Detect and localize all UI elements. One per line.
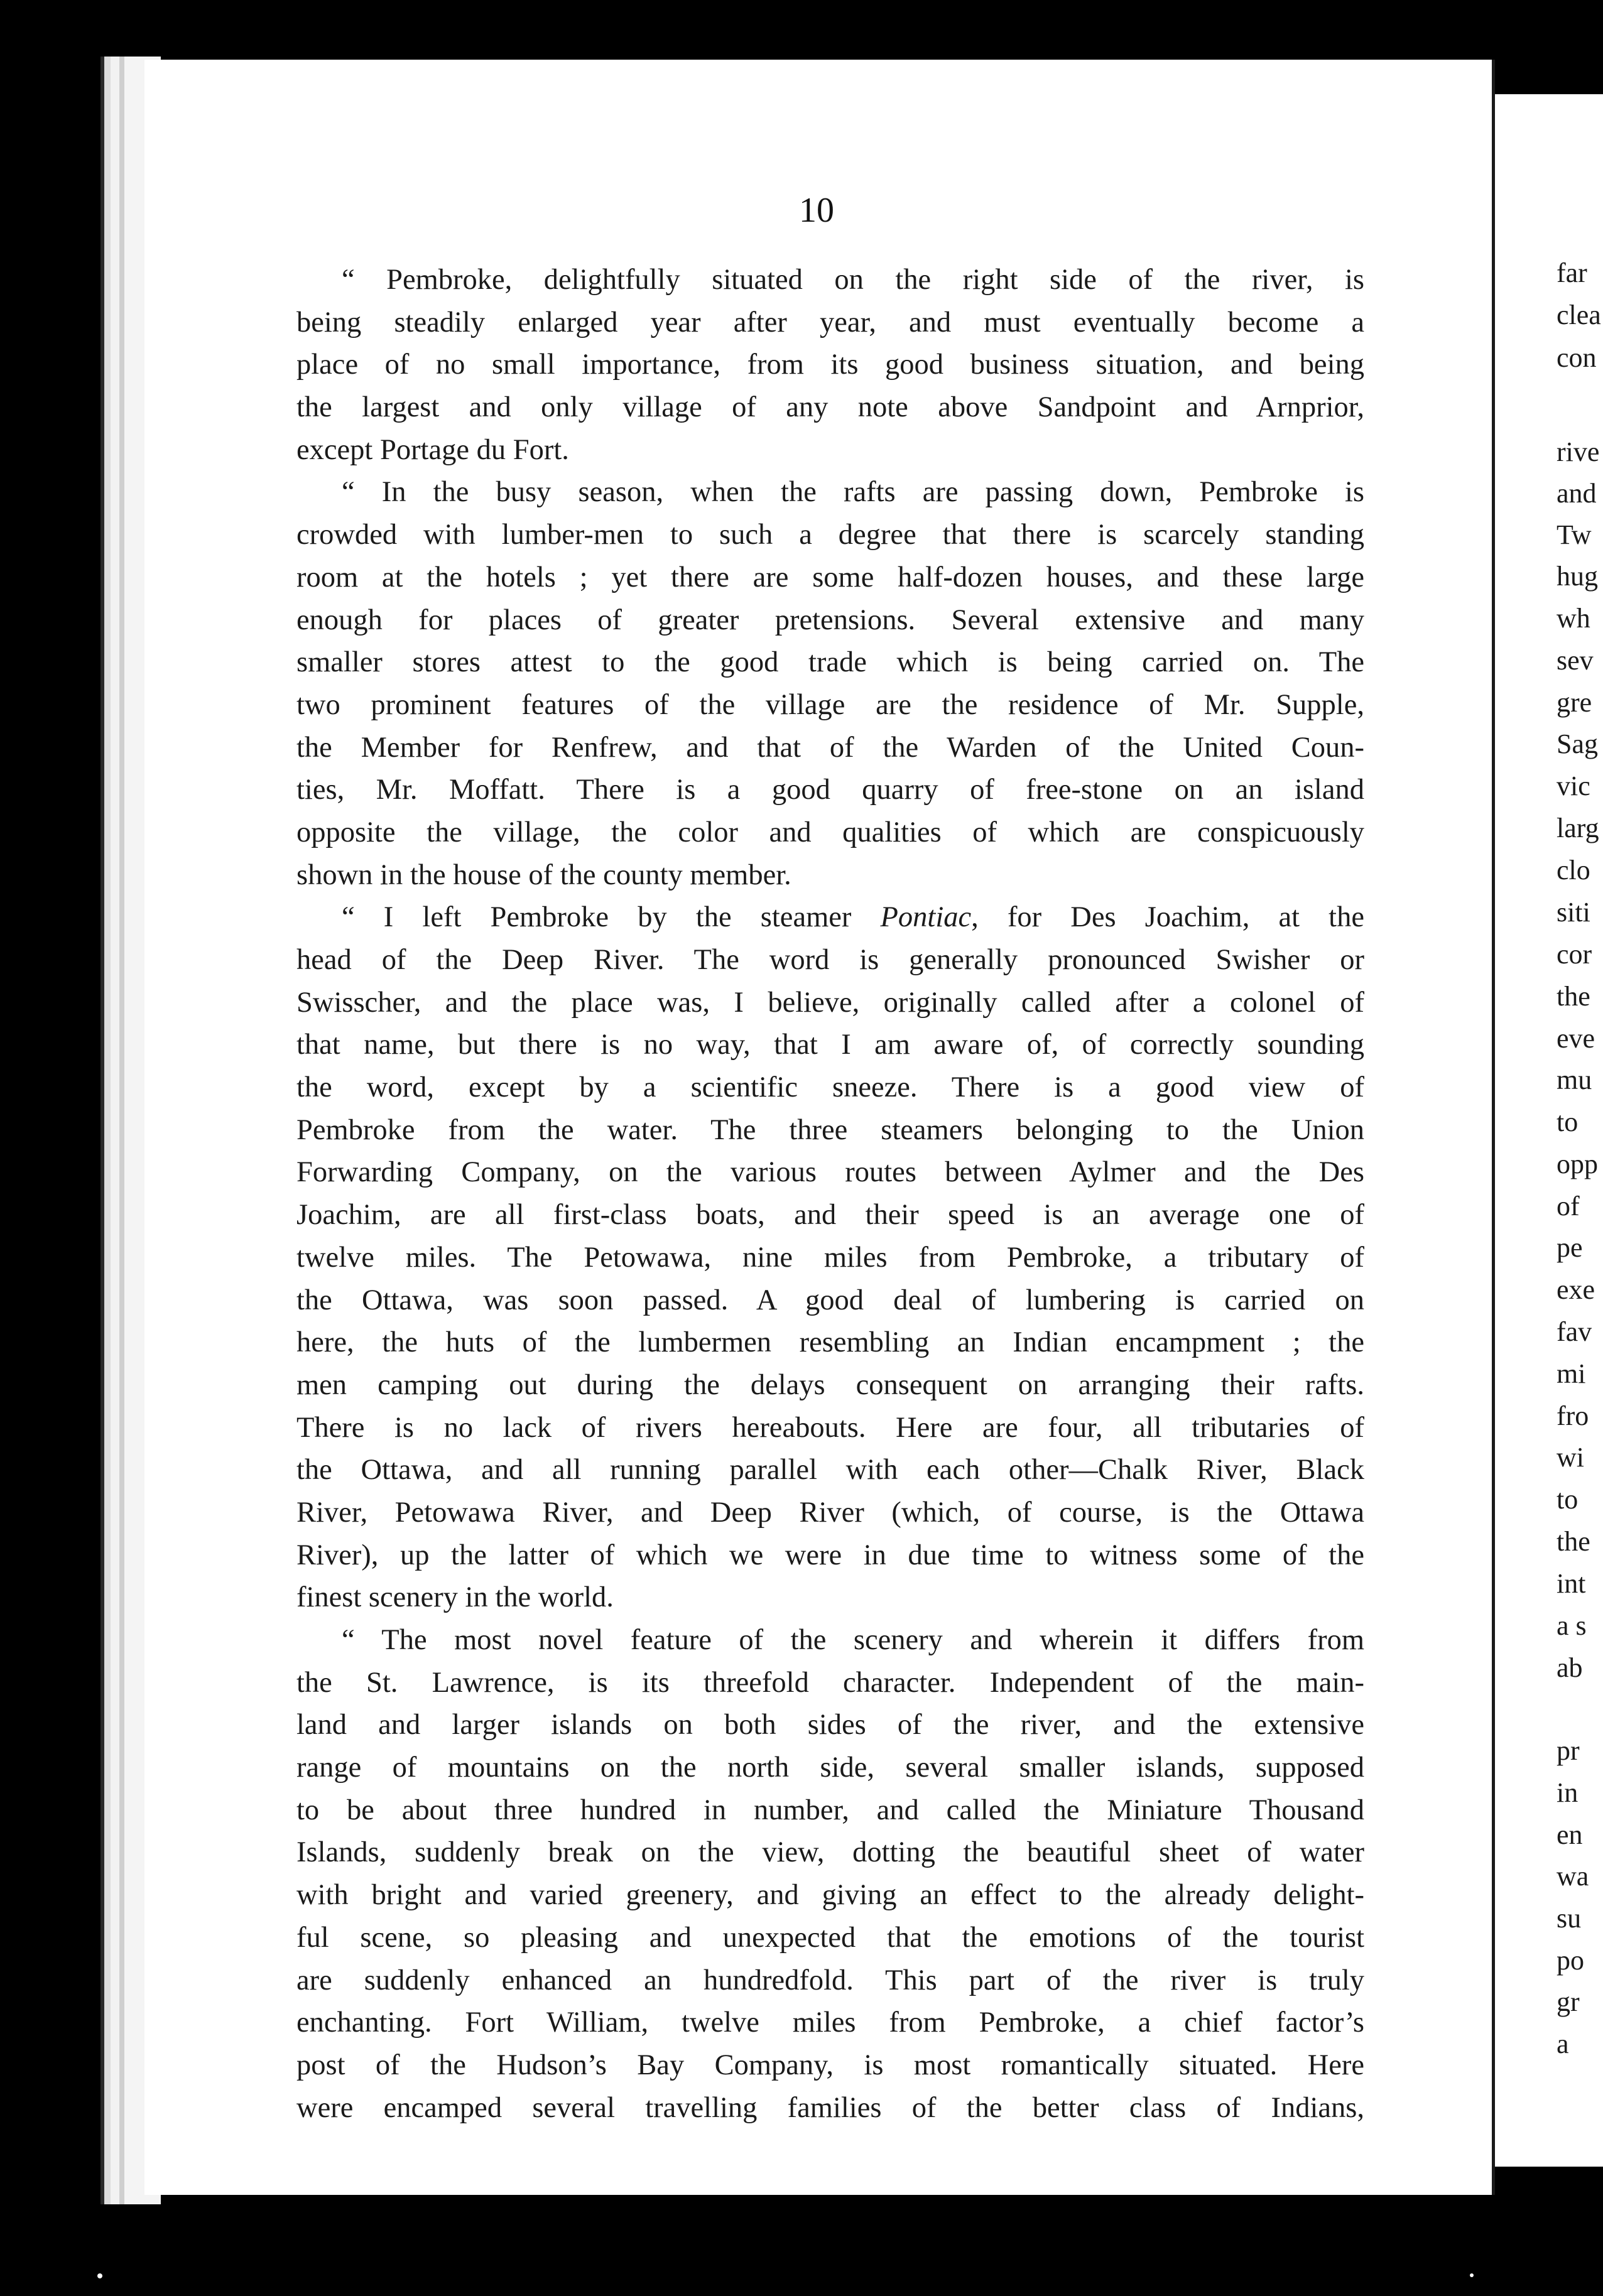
margin-fragment: sev — [1557, 645, 1594, 676]
text-line: are suddenly enhanced an hundredfold. This part of the river is truly — [296, 1964, 1364, 1996]
scan-speck — [97, 2273, 102, 2278]
text-line: finest scenery in the world. — [296, 1581, 614, 1614]
text-line: River, Petowawa River, and Deep River (which, of course, is the Ottawa — [296, 1496, 1364, 1529]
margin-fragment: po — [1557, 1945, 1584, 1976]
text-line: the St. Lawrence, is its threefold character. Independent of the main- — [296, 1666, 1364, 1699]
text-line: “ I left Pembroke by the steamer Pontiac, for Des Joachim, at the — [342, 901, 1364, 934]
margin-fragment: siti — [1557, 897, 1590, 928]
text-line: smaller stores attest to the good trade which is being carried on. The — [296, 646, 1364, 679]
margin-fragment: fav — [1557, 1316, 1592, 1347]
margin-fragment: eve — [1557, 1023, 1595, 1054]
text-line: land and larger islands on both sides of the river, and the extensive — [296, 1709, 1364, 1741]
margin-fragment: and — [1557, 478, 1597, 509]
text-line: opposite the village, the color and qualities of which are conspicuously — [296, 816, 1364, 848]
text-line: the Ottawa, was soon passed. A good deal of lumbering is carried on — [296, 1284, 1364, 1316]
margin-fragment: a s — [1557, 1610, 1587, 1641]
text-line: enchanting. Fort William, twelve miles from Pembroke, a chief factor’s — [296, 2006, 1364, 2039]
text-line: men camping out during the delays consequent on arranging their rafts. — [296, 1368, 1364, 1401]
margin-fragment: to — [1557, 1107, 1579, 1137]
text-line: ties, Mr. Moffatt. There is a good quarry of free-stone on an island — [296, 774, 1364, 806]
text-line: to be about three hundred in number, and called the Miniature Thousand — [296, 1794, 1364, 1826]
margin-fragment: cor — [1557, 939, 1592, 970]
text-line: were encamped several travelling families of the better class of Indians, — [296, 2091, 1364, 2124]
text-line: “ In the busy season, when the rafts are passing down, Pembroke is — [342, 476, 1364, 509]
margin-fragment: vic — [1557, 771, 1590, 801]
text-line: Forwarding Company, on the various routes between Aylmer and the Des — [296, 1156, 1364, 1189]
text-line: “ Pembroke, delightfully situated on the right side of the river, is — [342, 264, 1364, 296]
text-line: two prominent features of the village are the residence of Mr. Supple, — [296, 688, 1364, 721]
page-number: 10 — [799, 191, 834, 230]
margin-fragment: the — [1557, 981, 1590, 1012]
text-line: Islands, suddenly break on the view, dotting the beautiful sheet of water — [296, 1836, 1364, 1869]
text-line: ful scene, so pleasing and unexpected that the emotions of the tourist — [296, 1921, 1364, 1954]
text-line: with bright and varied greenery, and giving an effect to the already delight- — [296, 1879, 1364, 1912]
margin-fragment: su — [1557, 1903, 1582, 1934]
text-line: room at the hotels ; yet there are some half-dozen houses, and these large — [296, 561, 1364, 593]
margin-fragment: clo — [1557, 855, 1590, 885]
margin-fragment: in — [1557, 1777, 1579, 1808]
text-line: the Member for Renfrew, and that of the Warden of the United Coun- — [296, 731, 1364, 764]
margin-fragment: gre — [1557, 687, 1592, 718]
text-line: except Portage du Fort. — [296, 433, 569, 466]
text-line: the word, except by a scientific sneeze. There is a good view of — [296, 1071, 1364, 1104]
margin-fragment: a — [1557, 2028, 1569, 2059]
text-line: Pembroke from the water. The three steamers belonging to the Union — [296, 1113, 1364, 1146]
margin-fragment: con — [1557, 342, 1597, 373]
margin-fragment: to — [1557, 1484, 1579, 1515]
margin-fragment: pr — [1557, 1735, 1580, 1766]
margin-fragment: wi — [1557, 1442, 1584, 1473]
margin-fragment: pe — [1557, 1232, 1583, 1263]
margin-fragment: gr — [1557, 1986, 1580, 2017]
margin-fragment: exe — [1557, 1274, 1595, 1305]
text-line: Joachim, are all first-class boats, and their speed is an average one of — [296, 1199, 1364, 1232]
margin-fragment: clea — [1557, 300, 1601, 330]
text-line: head of the Deep River. The word is generally pronounced Swisher or — [296, 944, 1364, 976]
text-line: the largest and only village of any note above Sandpoint and Arnprior, — [296, 391, 1364, 424]
margin-fragment: en — [1557, 1819, 1583, 1850]
margin-fragment: hug — [1557, 561, 1598, 592]
text-line: shown in the house of the county member. — [296, 858, 791, 891]
text-line: River), up the latter of which we were in due time to witness some of the — [296, 1539, 1364, 1571]
text-line: place of no small importance, from its good business situation, and being — [296, 349, 1364, 381]
margin-fragment: far — [1557, 257, 1587, 288]
margin-fragment: int — [1557, 1568, 1586, 1599]
text-line: “ The most novel feature of the scenery and wherein it differs from — [342, 1624, 1364, 1656]
margin-fragment: ab — [1557, 1652, 1583, 1683]
text-line: Swisscher, and the place was, I believe, originally called after a colonel of — [296, 986, 1364, 1019]
text-line: that name, but there is no way, that I am aware of, of correctly sounding — [296, 1029, 1364, 1061]
ship-name: Pontiac — [880, 901, 972, 934]
margin-fragment: the — [1557, 1526, 1590, 1557]
margin-fragment: of — [1557, 1191, 1580, 1221]
text-line: enough for places of greater pretensions. Several extensive and many — [296, 604, 1364, 636]
page-body-text — [296, 259, 1364, 2129]
margin-fragment: wh — [1557, 603, 1590, 634]
margin-fragment: larg — [1557, 813, 1599, 843]
margin-fragment: Tw — [1557, 519, 1592, 550]
text-line: There is no lack of rivers hereabouts. Here are four, all tributaries of — [296, 1411, 1364, 1444]
text-line: crowded with lumber-men to such a degree that there is scarcely standing — [296, 519, 1364, 551]
margin-fragment: Sag — [1557, 728, 1598, 759]
scan-speck — [1470, 2273, 1474, 2277]
margin-fragment: mi — [1557, 1358, 1586, 1389]
text-line: post of the Hudson’s Bay Company, is most romantically situated. Here — [296, 2049, 1364, 2081]
text-line: twelve miles. The Petowawa, nine miles from Pembroke, a tributary of — [296, 1241, 1364, 1274]
margin-fragment: mu — [1557, 1064, 1592, 1095]
text-line: the Ottawa, and all running parallel with each other—Chalk River, Black — [296, 1454, 1364, 1486]
margin-fragment: rive — [1557, 436, 1600, 467]
text-line: here, the huts of the lumbermen resembling an Indian encampment ; the — [296, 1326, 1364, 1359]
margin-fragment: fro — [1557, 1400, 1589, 1431]
margin-fragment: opp — [1557, 1149, 1598, 1179]
margin-fragment: wa — [1557, 1861, 1589, 1892]
text-line: range of mountains on the north side, several smaller islands, supposed — [296, 1752, 1364, 1784]
text-line: being steadily enlarged year after year, and must eventually become a — [296, 306, 1364, 338]
